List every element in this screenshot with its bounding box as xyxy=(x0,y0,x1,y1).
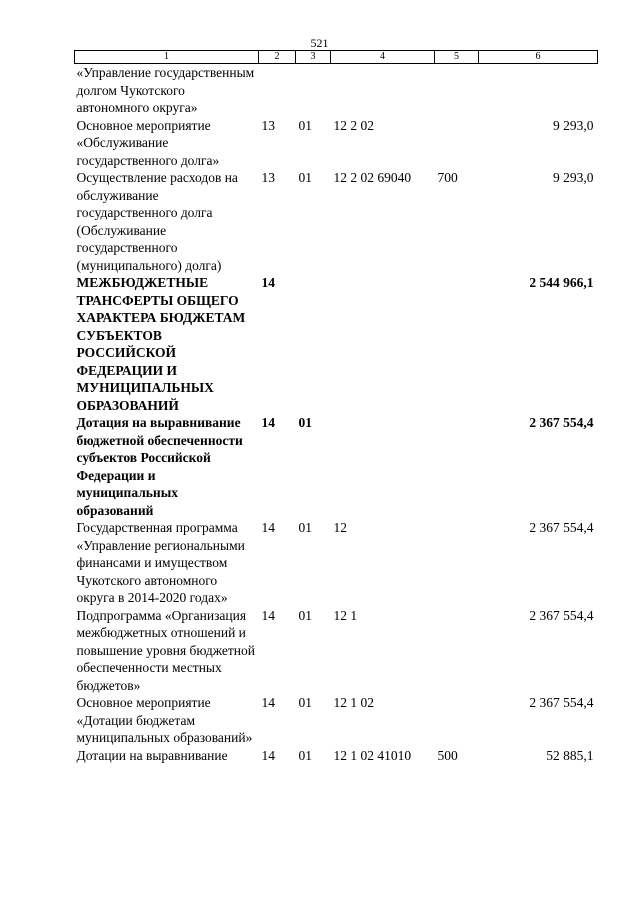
expense-type-cell xyxy=(435,117,479,170)
expense-type-cell: 500 xyxy=(437,747,458,763)
amount-cell: 9 293,0 xyxy=(553,170,594,185)
amount-cell xyxy=(479,64,598,117)
target-article-cell xyxy=(331,414,435,519)
subsection-code-cell xyxy=(296,274,331,414)
row-name-cell: Государственная программа «Управление региональными финансами и имуществом Чукотского автономного округа в 2014-2020 годах» xyxy=(76,520,245,605)
target-article-cell: 12 2 02 69040 xyxy=(333,170,412,185)
subsection-code-cell: 01 xyxy=(298,520,312,535)
subsection-code-cell: 01 xyxy=(298,747,312,763)
column-header: 5 xyxy=(435,51,479,64)
row-name-cell: МЕЖБЮДЖЕТНЫЕ ТРАНСФЕРТЫ ОБЩЕГО ХАРАКТЕРА БЮДЖЕТАМ СУБЪЕКТОВ РОССИЙСКОЙ ФЕДЕРАЦИИ И МУНИЦИПАЛЬНЫХ ОБРАЗОВАНИЙ xyxy=(76,275,246,413)
subsection-code-cell xyxy=(296,64,331,117)
row-name-cell: Дотация на выравнивание бюджетной обеспеченности субъектов Российской Федерации и муниципальных образований xyxy=(76,415,243,518)
table-row xyxy=(75,117,598,170)
subsection-code-cell: 01 xyxy=(298,607,312,623)
target-article-cell: 12 1 02 41010 xyxy=(333,747,412,763)
amount-cell: 9 293,0 xyxy=(553,117,594,133)
page-number: 521 xyxy=(310,36,329,50)
table-row xyxy=(75,64,598,117)
table-row xyxy=(75,169,598,274)
expense-type-cell xyxy=(435,607,479,695)
subsection-code-cell: 01 xyxy=(298,415,312,430)
section-code-cell: 14 xyxy=(261,275,275,290)
column-header: 2 xyxy=(259,51,296,64)
section-code-cell: 13 xyxy=(261,117,275,133)
target-article-cell: 12 xyxy=(333,520,347,535)
table-row xyxy=(75,607,598,695)
amount-cell: 52 885,1 xyxy=(546,747,594,763)
row-name-cell: Дотации на выравнивание xyxy=(76,747,228,763)
table-row xyxy=(75,274,598,414)
section-code-cell: 14 xyxy=(261,695,275,710)
expense-type-cell: 700 xyxy=(437,170,458,185)
row-name-cell: Осуществление расходов на обслуживание государственного долга (Обслуживание государственного (муниципального) долга) xyxy=(76,170,238,273)
subsection-code-cell: 01 xyxy=(298,695,312,710)
column-header-row xyxy=(75,51,598,64)
column-header: 1 xyxy=(75,51,259,64)
section-code-cell: 14 xyxy=(261,520,275,535)
table-row xyxy=(75,414,598,519)
amount-cell: 2 367 554,4 xyxy=(529,520,594,535)
column-header: 3 xyxy=(296,51,331,64)
section-code-cell: 14 xyxy=(261,415,275,430)
section-code-cell: 14 xyxy=(261,747,275,763)
expense-type-cell xyxy=(435,694,479,747)
amount-cell: 2 367 554,4 xyxy=(529,607,594,623)
expense-type-cell xyxy=(435,519,479,607)
row-name-cell: Основное мероприятие «Обслуживание государственного долга» xyxy=(76,117,220,168)
row-name-cell: Подпрограмма «Организация межбюджетных отношений и повышение уровня бюджетной обеспеченности местных бюджетов» xyxy=(76,607,255,693)
amount-cell: 2 367 554,4 xyxy=(529,695,594,710)
target-article-cell: 12 1 xyxy=(333,607,358,623)
row-name-cell: Основное мероприятие «Дотации бюджетам муниципальных образований» xyxy=(76,695,253,745)
section-code-cell: 13 xyxy=(261,170,275,185)
expense-type-cell xyxy=(435,64,479,117)
expense-type-cell xyxy=(435,274,479,414)
target-article-cell xyxy=(331,64,435,117)
row-name-cell: «Управление государственным долгом Чукотского автономного округа» xyxy=(76,65,255,115)
section-code-cell: 14 xyxy=(261,607,275,623)
column-header: 4 xyxy=(331,51,435,64)
section-code-cell xyxy=(259,64,296,117)
expense-type-cell xyxy=(435,414,479,519)
table-row xyxy=(75,747,598,765)
subsection-code-cell: 01 xyxy=(298,170,312,185)
column-header: 6 xyxy=(479,51,598,64)
target-article-cell: 12 2 02 xyxy=(333,117,374,133)
amount-cell: 2 367 554,4 xyxy=(529,415,594,430)
target-article-cell: 12 1 02 xyxy=(333,695,374,710)
target-article-cell xyxy=(331,274,435,414)
subsection-code-cell: 01 xyxy=(298,117,312,133)
amount-cell: 2 544 966,1 xyxy=(529,275,594,290)
budget-table xyxy=(74,50,598,764)
table-row xyxy=(75,519,598,607)
table-row xyxy=(75,694,598,747)
